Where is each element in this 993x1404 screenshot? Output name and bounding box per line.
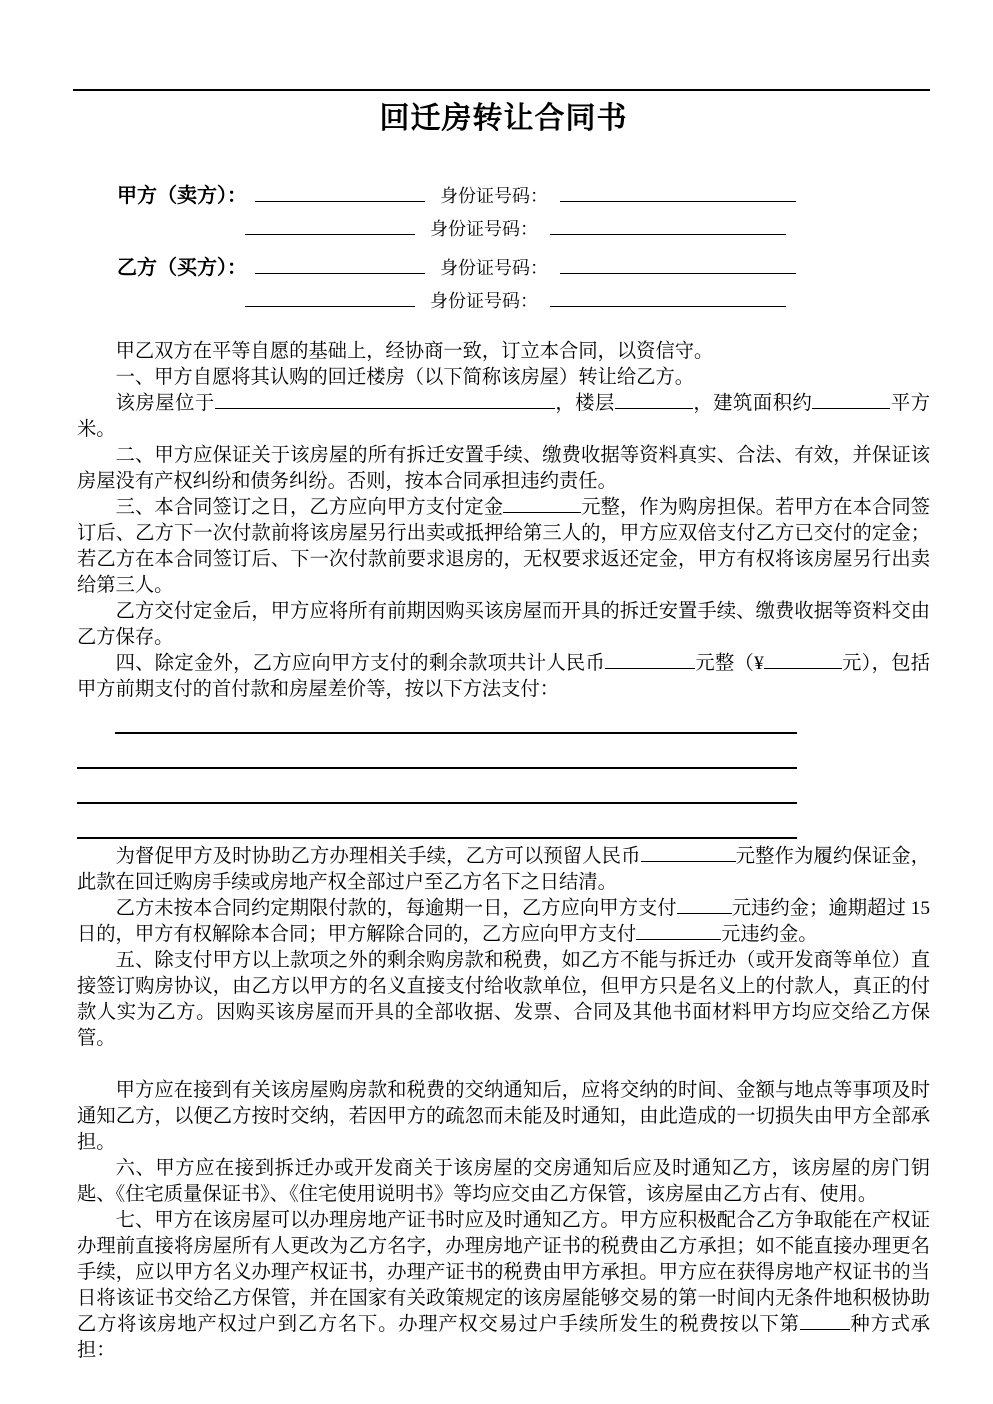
party-b-second-row [77, 287, 930, 323]
clause-1-location [77, 391, 930, 443]
late-text-a: 乙方未按本合同约定期限付款的，每逾期一日，乙方应向甲方支付 [115, 898, 677, 919]
bond-text-b: 元整作为履约保证金，此款在回迁购房手续或房地产权全部过户至乙方名下之日结清。 [77, 846, 931, 893]
tax-method-blank [800, 1327, 850, 1330]
write-in-line [77, 769, 797, 804]
party-b-label: 乙方（买方）： [117, 257, 247, 279]
clause-7-text-a: 七、甲方在该房屋可以办理房地产证书时应及时通知乙方。甲方应积极配合乙方争取能在产权证办理前直接将房屋所有人更改为乙方名字，办理房地产证书的税费由乙方承担；如不能直接办理更名手续，应以甲方名义办理产权证书，办理产证书的税费由甲方承担。甲方应在获得房地产权证书的当日将该证书交给乙方保管，并在国家有关政策规定的该房屋能够交易的第一时间内无条件地积极协助乙方将该房地产权过户到乙方名下。办理产权交易过户手续所发生的税费按以下第 [77, 1210, 930, 1335]
party-a-row [77, 179, 930, 215]
clause-7 [77, 1208, 930, 1364]
id-label: 身份证号码： [440, 258, 548, 278]
deposit-amount-blank [503, 510, 581, 513]
clause-4-text-c: 元），包括甲方前期支付的首付款和房屋差价等，按以下方法支付： [77, 653, 931, 700]
floor-text: ，楼层 [554, 393, 615, 414]
party-b2-name-blank [245, 304, 415, 307]
clause-1: 一、甲方自愿将其认购的回迁楼房（以下简称该房屋）转让给乙方。 [115, 367, 695, 388]
location-text: 该房屋位于 [115, 393, 215, 414]
clause-2: 二、甲方应保证关于该房屋的所有拆迁安置手续、缴费收据等资料真实、合法、有效，并保证该房屋没有产权纠纷和债务纠纷。否则，按本合同承担违约责任。 [77, 445, 930, 492]
clause-5: 五、除支付甲方以上款项之外的剩余购房款和税费，如乙方不能与拆迁办（或开发商等单位）直接签订购房协议，由乙方以甲方的名义直接支付给收款单位，但甲方只是名义上的付款人，真正的付款人实为乙方。因购买该房屋而开具的全部收据、发票、合同及其他书面材料甲方均应交给乙方保管。 [77, 950, 930, 1049]
party-b-name-blank [255, 271, 425, 274]
clause-4 [77, 651, 930, 703]
daily-penalty-blank [677, 911, 732, 914]
payment-method-write-in-area [77, 703, 797, 839]
id-label: 身份证号码： [430, 219, 538, 239]
contract-body [77, 339, 930, 1364]
party-b2-id-blank [550, 304, 786, 307]
late-text-b: 元违约金；逾期超过 15 日的，甲方有权解除本合同；甲方解除合同的，乙方应向甲方支付 [77, 898, 930, 945]
clause-7-text-b: 种方式承担： [77, 1314, 931, 1361]
intro-paragraph: 甲乙双方在平等自愿的基础上，经协商一致，订立本合同，以资信守。 [115, 341, 714, 362]
clause-3-text-a: 三、本合同签订之日，乙方应向甲方支付定金 [115, 497, 504, 518]
write-in-line [77, 734, 797, 769]
clause-3 [77, 495, 930, 599]
party-a-label: 甲方（卖方）： [117, 185, 247, 207]
bond-amount-blank [641, 859, 736, 862]
bond-text-a: 为督促甲方及时协助乙方办理相关手续，乙方可以预留人民币 [115, 846, 641, 867]
clause-3-deposit-note: 乙方交付定金后，甲方应将所有前期因购买该房屋而开具的拆迁安置手续、缴费收据等资料交由乙方保存。 [77, 601, 930, 648]
write-in-line [115, 703, 797, 734]
id-label: 身份证号码： [430, 291, 538, 311]
party-b-row [77, 251, 930, 287]
clause-4-text-b: 元整（¥ [695, 653, 764, 674]
header-rule [73, 89, 930, 91]
party-a2-id-blank [550, 232, 786, 235]
location-blank [215, 406, 555, 409]
remaining-amount-numeric-blank [764, 666, 842, 669]
floor-blank [615, 406, 693, 409]
clause-3-text-b: 元整，作为购房担保。若甲方在本合同签订后、乙方下一次付款前将该房屋另行出卖或抵押给第三人的，甲方应双倍支付乙方已交付的定金；若乙方在本合同签订后、下一次付款前要求退房的，无权要求返还定金，甲方有权将该房屋另行出卖给第三人。 [77, 497, 931, 596]
remaining-amount-blank [605, 666, 695, 669]
party-form [77, 179, 930, 323]
area-blank [812, 406, 890, 409]
performance-bond-paragraph [77, 844, 930, 896]
clause-5-notice: 甲方应在接到有关该房屋购房款和税费的交纳通知后，应将交纳的时间、金额与地点等事项及时通知乙方，以便乙方按时交纳，若因甲方的疏忽而未能及时通知，由此造成的一切损失由甲方全部承担。 [77, 1080, 930, 1153]
id-label: 身份证号码： [440, 186, 548, 206]
cancel-penalty-blank [636, 937, 721, 940]
party-a-name-blank [255, 199, 425, 202]
party-a-second-row [77, 215, 930, 251]
write-in-line [77, 804, 797, 839]
party-a2-name-blank [245, 232, 415, 235]
area-unit-text: 平方米。 [77, 393, 931, 440]
page-title: 回迁房转让合同书 [379, 102, 628, 135]
clause-4-text-a: 四、除定金外，乙方应向甲方支付的剩余款项共计人民币 [115, 653, 606, 674]
party-b-id-blank [560, 271, 796, 274]
area-text: ，建筑面积约 [692, 393, 813, 414]
late-text-c: 元违约金。 [721, 924, 818, 945]
party-a-id-blank [560, 199, 796, 202]
late-payment-paragraph [77, 896, 930, 948]
clause-6: 六、甲方应在接到拆迁办或开发商关于该房屋的交房通知后应及时通知乙方，该房屋的房门钥匙、《住宅质量保证书》、《住宅使用说明书》等均应交由乙方保管，该房屋由乙方占有、使用。 [77, 1158, 930, 1205]
